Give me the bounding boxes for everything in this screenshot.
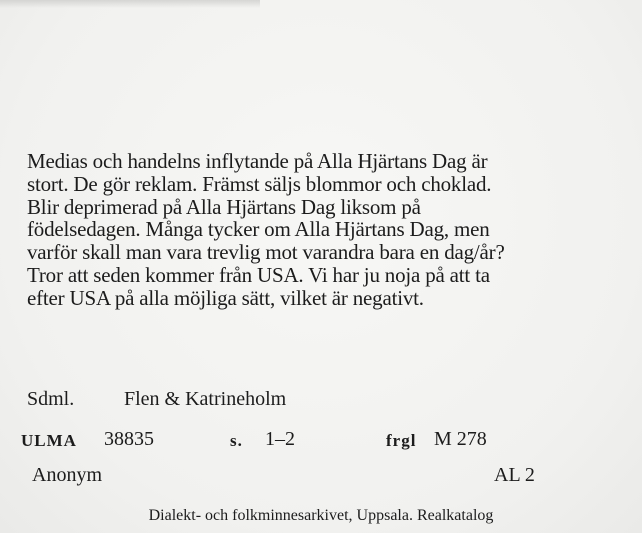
body-line: Tror att seden kommer från USA. Vi har ju noja på att ta (27, 262, 490, 287)
frgl-value: M 278 (434, 428, 487, 450)
body-line: varför skall man vara trevlig mot varandra bara en dag/år? (27, 240, 505, 265)
body-line: Medias och handelns inflytande på Alla Hjärtans Dag är (27, 149, 488, 173)
card-body-text (27, 150, 627, 310)
ulma-number: 38835 (104, 428, 154, 450)
province-label: Sdml. (27, 388, 75, 410)
place-label: Flen & Katrineholm (124, 388, 287, 410)
archive-footer: Dialekt- och folkminnesarkivet, Uppsala. Realkatalog (148, 507, 494, 524)
card-top-edge (0, 0, 260, 8)
body-line: födelsedagen. Många tycker om Alla Hjärtans Dag, men (27, 217, 490, 242)
body-line: stort. De gör reklam. Främst säljs blommor och choklad. (27, 171, 492, 196)
s-value: 1–2 (265, 428, 295, 450)
informant-label: Anonym (32, 464, 102, 486)
frgl-label: frgl (386, 431, 417, 450)
s-label: s. (230, 431, 243, 450)
body-line: Blir deprimerad på Alla Hjärtans Dag liksom på (27, 194, 421, 219)
ulma-label: ULMA (21, 431, 77, 450)
al-code: AL 2 (494, 464, 535, 486)
body-line: efter USA på alla möjliga sätt, vilket är negativt. (27, 285, 424, 310)
